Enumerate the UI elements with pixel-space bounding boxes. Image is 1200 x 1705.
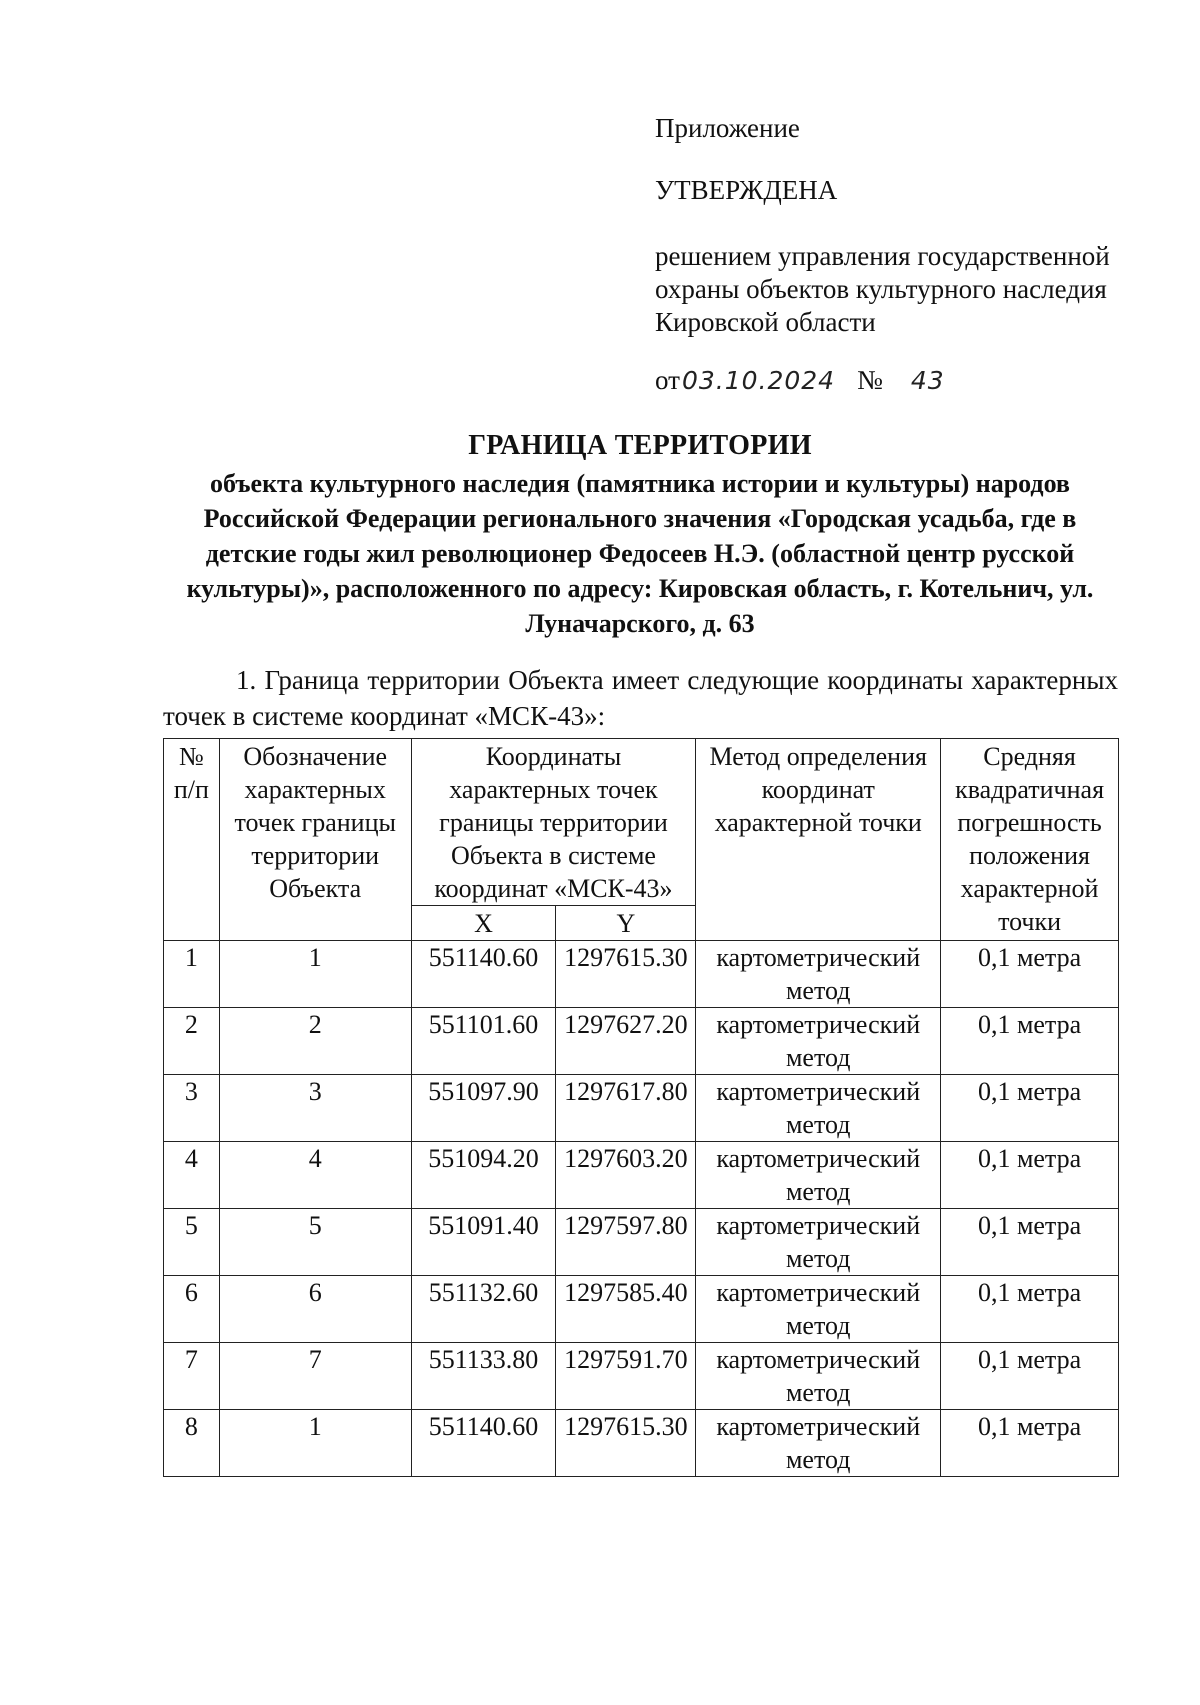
cell-method: картометрический метод: [696, 1410, 941, 1477]
annex-label: Приложение: [655, 113, 800, 143]
cell-method: картометрический метод: [696, 1008, 941, 1075]
cell-error: 0,1 метра: [941, 941, 1119, 1008]
number-sign: №: [857, 365, 883, 395]
cell-method: картометрический метод: [696, 1075, 941, 1142]
header-error: Средняя квадратичная погрешность положения характерной точки: [941, 739, 1119, 941]
cell-error: 0,1 метра: [941, 1008, 1119, 1075]
approved-label: УТВЕРЖДЕНА: [655, 175, 838, 205]
header-method: Метод определения координат характерной точки: [696, 739, 941, 941]
table-row: [164, 1209, 1119, 1276]
cell-x: 551091.40: [411, 1209, 556, 1276]
cell-num: 3: [164, 1075, 220, 1142]
cell-num: 2: [164, 1008, 220, 1075]
cell-y: 1297585.40: [556, 1276, 696, 1343]
header-x: X: [411, 906, 556, 941]
cell-x: 551140.60: [411, 941, 556, 1008]
cell-point: 3: [219, 1075, 411, 1142]
cell-point: 5: [219, 1209, 411, 1276]
table-header-row: [164, 739, 1119, 906]
cell-method: картометрический метод: [696, 1209, 941, 1276]
cell-x: 551132.60: [411, 1276, 556, 1343]
table-row: [164, 1075, 1119, 1142]
date-prefix: от: [655, 365, 680, 395]
cell-num: 5: [164, 1209, 220, 1276]
cell-y: 1297627.20: [556, 1008, 696, 1075]
cell-error: 0,1 метра: [941, 1343, 1119, 1410]
title-heading: ГРАНИЦА ТЕРРИТОРИИ: [468, 430, 812, 461]
cell-x: 551101.60: [411, 1008, 556, 1075]
cell-y: 1297615.30: [556, 1410, 696, 1477]
table-row: [164, 1276, 1119, 1343]
cell-point: 6: [219, 1276, 411, 1343]
cell-x: 551133.80: [411, 1343, 556, 1410]
cell-method: картометрический метод: [696, 1142, 941, 1209]
header-y: Y: [556, 906, 696, 941]
document-title: [160, 428, 1120, 641]
cell-point: 7: [219, 1343, 411, 1410]
cell-error: 0,1 метра: [941, 1075, 1119, 1142]
title-subheading: объекта культурного наследия (памятника истории и культуры) народов Российской Федерации регионального значения «Городская усадьба, где в детские годы жил революционер Федосеев Н.Э. (областной центр русской культуры)», расположенного по адресу: Кировская область, г. Котельнич, ул. Луначарского, д. 63: [186, 469, 1094, 638]
cell-num: 1: [164, 941, 220, 1008]
cell-num: 6: [164, 1276, 220, 1343]
cell-point: 4: [219, 1142, 411, 1209]
cell-x: 551097.90: [411, 1075, 556, 1142]
cell-method: картометрический метод: [696, 1343, 941, 1410]
cell-x: 551094.20: [411, 1142, 556, 1209]
cell-y: 1297615.30: [556, 941, 696, 1008]
header-coordinates: Координаты характерных точек границы территории Объекта в системе координат «МСК-43»: [411, 739, 696, 906]
cell-num: 7: [164, 1343, 220, 1410]
cell-y: 1297591.70: [556, 1343, 696, 1410]
decision-date-line: [655, 364, 945, 397]
cell-error: 0,1 метра: [941, 1410, 1119, 1477]
cell-x: 551140.60: [411, 1410, 556, 1477]
handwritten-date: 03.10.2024: [681, 366, 836, 395]
cell-y: 1297597.80: [556, 1209, 696, 1276]
intro-paragraph: 1. Граница территории Объекта имеет следующие координаты характерных точек в системе координат «МСК-43»:: [163, 665, 1118, 731]
cell-method: картометрический метод: [696, 1276, 941, 1343]
cell-y: 1297617.80: [556, 1075, 696, 1142]
coordinates-table: [163, 738, 1119, 1477]
cell-num: 4: [164, 1142, 220, 1209]
table-row: [164, 1343, 1119, 1410]
cell-point: 1: [219, 941, 411, 1008]
cell-error: 0,1 метра: [941, 1142, 1119, 1209]
table-row: [164, 1142, 1119, 1209]
table-row: [164, 941, 1119, 1008]
cell-error: 0,1 метра: [941, 1209, 1119, 1276]
table-row: [164, 1008, 1119, 1075]
cell-method: картометрический метод: [696, 941, 941, 1008]
cell-num: 8: [164, 1410, 220, 1477]
approving-authority: решением управления государственной охраны объектов культурного наследия Кировской области: [655, 241, 1110, 337]
header-designation: Обозначение характерных точек границы территории Объекта: [219, 739, 411, 941]
table-row: [164, 1410, 1119, 1477]
cell-point: 2: [219, 1008, 411, 1075]
handwritten-number: 43: [910, 366, 945, 395]
cell-point: 1: [219, 1410, 411, 1477]
cell-error: 0,1 метра: [941, 1276, 1119, 1343]
cell-y: 1297603.20: [556, 1142, 696, 1209]
header-num: № п/п: [164, 739, 220, 941]
